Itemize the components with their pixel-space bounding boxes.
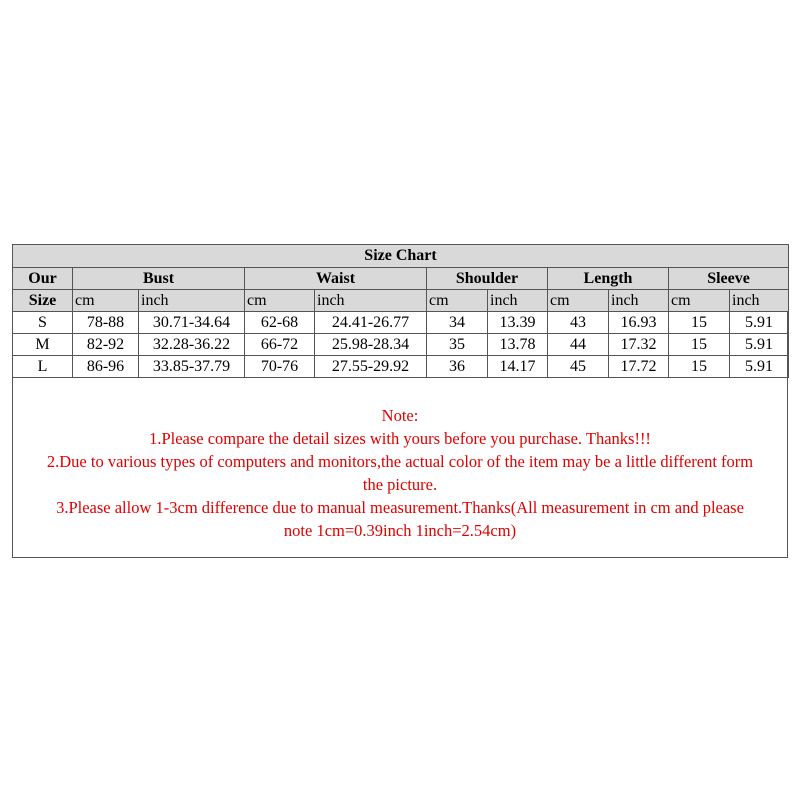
note-line-3: 3.Please allow 1-3cm difference due to manual measurement.Thanks(All measurement in cm and please xyxy=(56,498,744,517)
shoulder-inch-cell: 13.78 xyxy=(488,334,548,356)
waist-inch-cell: 25.98-28.34 xyxy=(315,334,427,356)
sleeve-cm-cell: 15 xyxy=(669,356,730,378)
header-shoulder: Shoulder xyxy=(427,268,548,290)
sleeve-inch-cell: 5.91 xyxy=(730,334,789,356)
waist-cm-cell: 62-68 xyxy=(245,312,315,334)
note-line-1: 1.Please compare the detail sizes with yours before you purchase. Thanks!!! xyxy=(149,429,651,448)
length-inch-cell: 16.93 xyxy=(609,312,669,334)
header-length: Length xyxy=(548,268,669,290)
sleeve-inch-cell: 5.91 xyxy=(730,312,789,334)
waist-inch-cell: 24.41-26.77 xyxy=(315,312,427,334)
note-line-3-cont: note 1cm=0.39inch 1inch=2.54cm) xyxy=(283,521,517,540)
unit-inch: inch xyxy=(609,290,669,312)
length-inch-cell: 17.72 xyxy=(609,356,669,378)
notes-block xyxy=(12,404,788,542)
bust-cm-cell: 78-88 xyxy=(73,312,139,334)
shoulder-cm-cell: 34 xyxy=(427,312,488,334)
header-waist: Waist xyxy=(245,268,427,290)
length-cm-cell: 45 xyxy=(548,356,609,378)
shoulder-cm-cell: 36 xyxy=(427,356,488,378)
header-bust: Bust xyxy=(73,268,245,290)
note-heading: Note: xyxy=(381,406,419,425)
table-row xyxy=(13,312,789,334)
length-cm-cell: 43 xyxy=(548,312,609,334)
note-line-2: 2.Due to various types of computers and monitors,the actual color of the item may be a little different form xyxy=(46,452,754,471)
shoulder-inch-cell: 13.39 xyxy=(488,312,548,334)
shoulder-cm-cell: 35 xyxy=(427,334,488,356)
note-line-2-cont: the picture. xyxy=(362,475,438,494)
waist-inch-cell: 27.55-29.92 xyxy=(315,356,427,378)
unit-inch: inch xyxy=(315,290,427,312)
table-row xyxy=(13,356,789,378)
bust-inch-cell: 32.28-36.22 xyxy=(139,334,245,356)
size-cell: M xyxy=(13,334,73,356)
sleeve-cm-cell: 15 xyxy=(669,312,730,334)
unit-cm: cm xyxy=(245,290,315,312)
sleeve-cm-cell: 15 xyxy=(669,334,730,356)
size-chart-table xyxy=(12,244,789,378)
header-sleeve: Sleeve xyxy=(669,268,789,290)
waist-cm-cell: 66-72 xyxy=(245,334,315,356)
unit-inch: inch xyxy=(730,290,789,312)
shoulder-inch-cell: 14.17 xyxy=(488,356,548,378)
bust-inch-cell: 33.85-37.79 xyxy=(139,356,245,378)
length-cm-cell: 44 xyxy=(548,334,609,356)
bust-cm-cell: 82-92 xyxy=(73,334,139,356)
bust-inch-cell: 30.71-34.64 xyxy=(139,312,245,334)
size-cell: L xyxy=(13,356,73,378)
unit-cm: cm xyxy=(73,290,139,312)
header-our: Our xyxy=(13,268,73,290)
unit-cm: cm xyxy=(427,290,488,312)
bust-cm-cell: 86-96 xyxy=(73,356,139,378)
table-row xyxy=(13,334,789,356)
waist-cm-cell: 70-76 xyxy=(245,356,315,378)
table-title: Size Chart xyxy=(13,245,789,268)
unit-cm: cm xyxy=(669,290,730,312)
length-inch-cell: 17.32 xyxy=(609,334,669,356)
size-cell: S xyxy=(13,312,73,334)
header-size: Size xyxy=(13,290,73,312)
unit-cm: cm xyxy=(548,290,609,312)
unit-inch: inch xyxy=(488,290,548,312)
unit-inch: inch xyxy=(139,290,245,312)
sleeve-inch-cell: 5.91 xyxy=(730,356,789,378)
